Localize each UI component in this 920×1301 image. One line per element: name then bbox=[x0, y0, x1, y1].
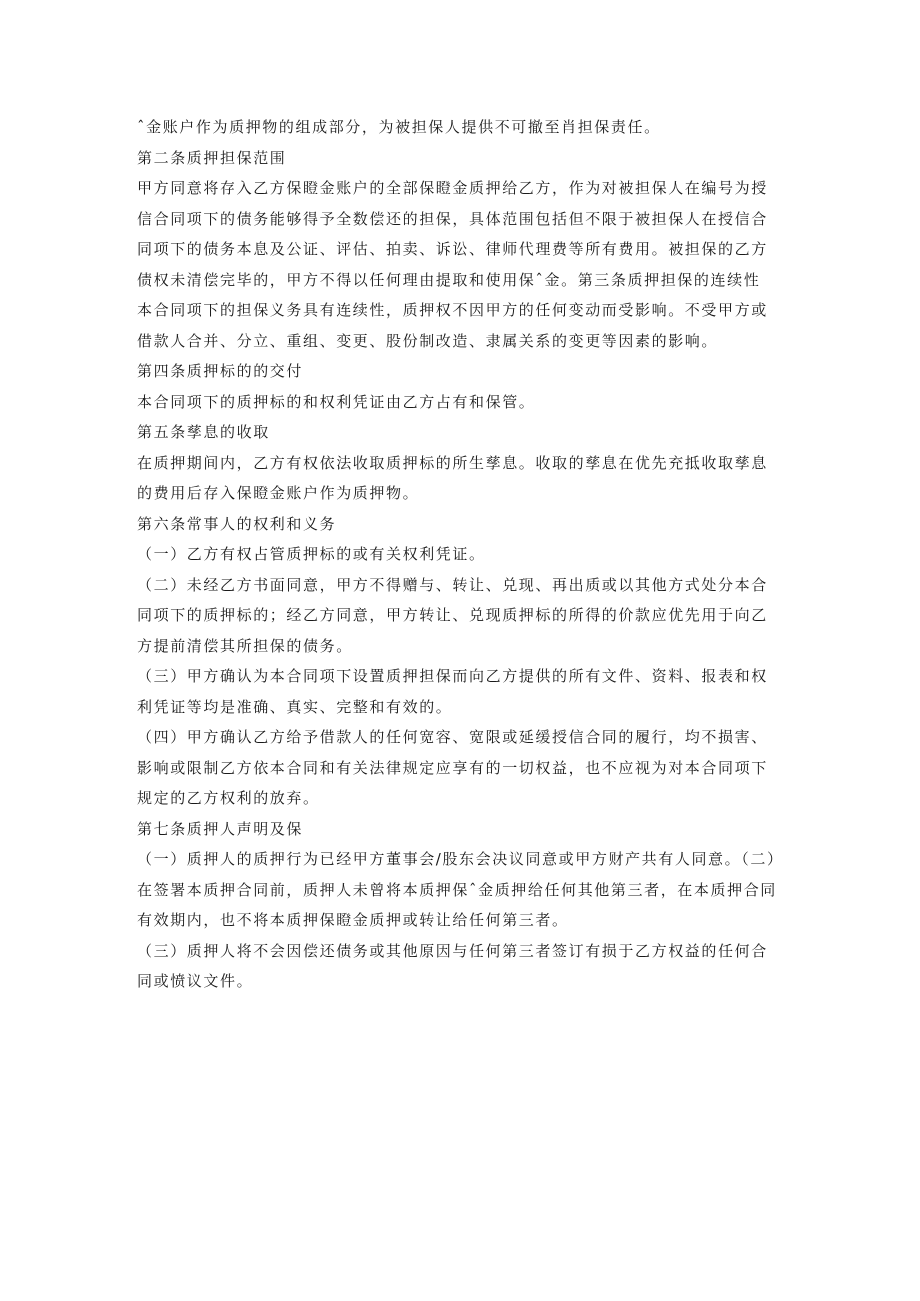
text-line: 同或愤议文件。 bbox=[137, 972, 254, 990]
text-line: 规定的乙方权利的放弃。 bbox=[137, 789, 320, 807]
text-line: 借款人合并、分立、重组、变更、股份制改造、隶属关系的变更等因素的影响。 bbox=[137, 331, 719, 350]
text-line: 本合同项下的担保义务具有连续性，质押权不因甲方的任何变动而受影响。不受甲方或 bbox=[137, 301, 768, 319]
text-line: 信合同项下的债务能够得予全数偿还的担保，具体范围包括但不限于被担保人在授信合 bbox=[137, 209, 768, 228]
article-heading: 第二条质押担保范围 bbox=[137, 148, 287, 167]
text-line: 甲方同意将存入乙方保瞪金账户的全部保瞪金质押给乙方，作为对被担保人在编号为授 bbox=[137, 179, 768, 197]
document-body bbox=[137, 112, 797, 997]
text-line: 影响或限制乙方依本合同和有关法律规定应享有的一切权益，也不应视为对本合同项下 bbox=[137, 758, 768, 777]
article-heading: 第七条质押人声明及保 bbox=[137, 819, 304, 838]
clause-line: （三）甲方确认为本合同项下设置质押担保而向乙方提供的所有文件、资料、报表和权 bbox=[137, 667, 768, 685]
clause-line: （一）乙方有权占管质押标的或有关权利凭证。 bbox=[137, 545, 486, 563]
text-line: ˆ金账户作为质押物的组成部分，为被担保人提供不可撤至肖担保责任。 bbox=[137, 118, 661, 136]
text-line: 方提前清偿其所担保的债务。 bbox=[137, 636, 353, 655]
text-line: 在质押期间内，乙方有权依法收取质押标的所生孳息。收取的孳息在优先充抵收取孳息 bbox=[137, 453, 768, 472]
text-line: 债权未清偿完毕的，甲方不得以任何理由提取和使用保ˆ金。第三条质押担保的连续性 bbox=[137, 270, 761, 289]
text-line: 的费用后存入保瞪金账户作为质押物。 bbox=[137, 484, 420, 502]
text-line: 同项下的质押标的；经乙方同意，甲方转让、兑现质押标的所得的价款应优先用于向乙 bbox=[137, 606, 768, 624]
article-heading: 第六条常事人的权利和义务 bbox=[137, 514, 337, 533]
article-heading: 第五条孳息的收取 bbox=[137, 423, 270, 441]
article-heading: 第四条质押标的的交付 bbox=[137, 362, 304, 380]
clause-line: （一）质押人的质押行为已经甲方董事会/股东会决议同意或甲方财产共有人同意。（二） bbox=[137, 850, 784, 868]
text-line: 有效期内，也不将本质押保瞪金质押或转让给任何第三者。 bbox=[137, 911, 569, 929]
clause-line: （三）质押人将不会因偿还债务或其他原因与任何第三者签订有损于乙方权益的任何合 bbox=[137, 941, 768, 960]
text-line: 同项下的债务本息及公证、评估、拍卖、诉讼、律师代理费等所有费用。被担保的乙方 bbox=[137, 240, 768, 258]
clause-line: （二）未经乙方书面同意，甲方不得赠与、转让、兑现、再出质或以其他方式处分本合 bbox=[137, 575, 768, 594]
text-line: 利凭证等均是准确、真实、完整和有效的。 bbox=[137, 697, 453, 716]
text-line: 在签署本质押合同前，质押人未曾将本质押保ˆ金质押给任何其他第三者，在本质押合同 bbox=[137, 880, 777, 899]
text-line: 本合同项下的质押标的和权利凭证由乙方占有和保管。 bbox=[137, 392, 536, 411]
clause-line: （四）甲方确认乙方给予借款人的任何宽容、宽限或延缓授信合同的履行，均不损害、 bbox=[137, 728, 768, 746]
